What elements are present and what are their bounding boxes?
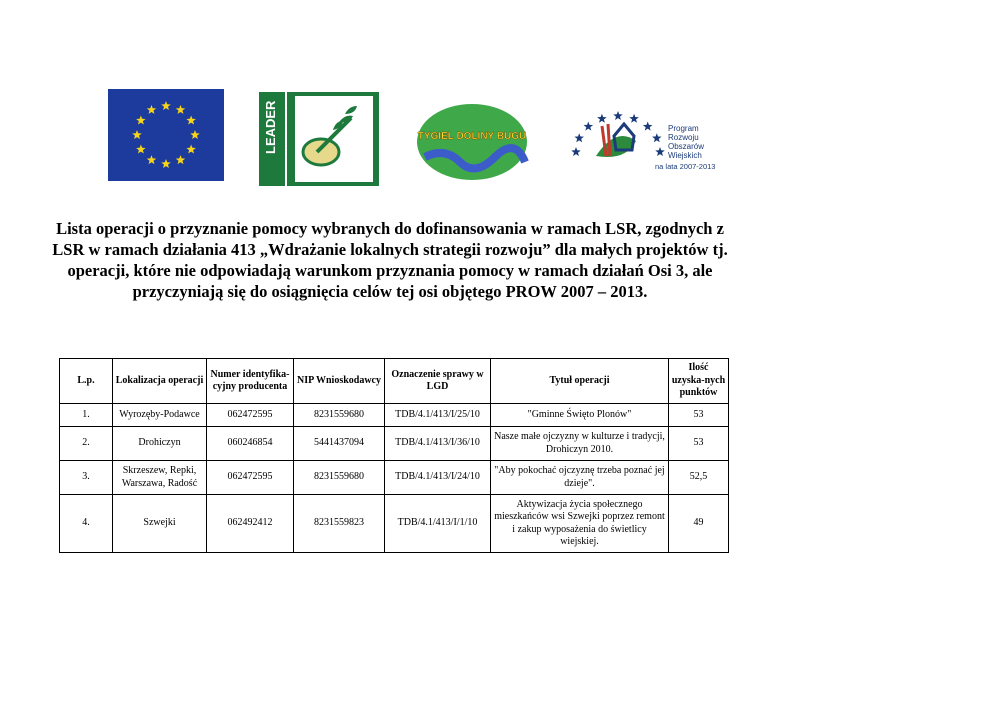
prow-star-icon [597, 114, 607, 123]
column-header: Tytuł operacji [491, 359, 669, 404]
table-cell: 8231559680 [294, 404, 385, 427]
table-cell: 5441437094 [294, 427, 385, 461]
eu-star-icon [147, 105, 157, 114]
prow-text: Program Rozwoju Obszarów Wiejskich [668, 124, 705, 160]
prow-star-icon [571, 147, 581, 156]
table-header-row [60, 359, 729, 404]
table-cell: Wyrozęby-Podawce [113, 404, 207, 427]
table-cell: 8231559680 [294, 461, 385, 495]
prow-star-icon [643, 122, 653, 131]
operations-table [59, 358, 729, 553]
eu-star-icon [161, 159, 171, 168]
eu-stars-icon [108, 89, 224, 181]
eu-star-icon [136, 116, 146, 125]
eu-star-icon [132, 130, 142, 139]
column-header: L.p. [60, 359, 113, 404]
column-header: Oznaczenie sprawy w LGD [385, 359, 491, 404]
table-cell: Aktywizacja życia społecznego mieszkańców wsi Szwejki poprzez remont i zakup wyposażenia do świetlicy wiejskiej. [491, 495, 669, 553]
prow-years: na lata 2007-2013 [655, 162, 716, 171]
eu-star-icon [147, 155, 157, 164]
prow-star-icon [574, 133, 584, 142]
leader-text: LEADER [263, 100, 278, 154]
table-cell: 2. [60, 427, 113, 461]
prow-star-icon [613, 111, 623, 120]
table-cell: Skrzeszew, Repki, Warszawa, Radość [113, 461, 207, 495]
eu-star-icon [190, 130, 200, 139]
table-cell: 062472595 [207, 461, 294, 495]
eu-flag-logo [108, 89, 224, 181]
eu-star-icon [136, 145, 146, 154]
column-header: NIP Wnioskodawcy [294, 359, 385, 404]
column-header: Ilość uzyska-nych punktów [669, 359, 729, 404]
table-cell: TDB/4.1/413/I/36/10 [385, 427, 491, 461]
tygiel-doliny-bugu-logo [415, 102, 530, 182]
table-row [60, 404, 729, 427]
table-cell: 53 [669, 404, 729, 427]
table-cell: 53 [669, 427, 729, 461]
table-cell: 062492412 [207, 495, 294, 553]
table-cell: TDB/4.1/413/I/1/10 [385, 495, 491, 553]
table-cell: "Gminne Święto Plonów" [491, 404, 669, 427]
table-row [60, 461, 729, 495]
prow-star-icon [655, 147, 665, 156]
table-cell: 52,5 [669, 461, 729, 495]
table-cell: 3. [60, 461, 113, 495]
eu-star-icon [176, 105, 186, 114]
prow-star-icon [629, 114, 639, 123]
table-cell: 1. [60, 404, 113, 427]
table-cell: TDB/4.1/413/I/25/10 [385, 404, 491, 427]
table-cell: Szwejki [113, 495, 207, 553]
tygiel-text: TYGIEL DOLINY BUGU [417, 131, 527, 142]
table-cell: TDB/4.1/413/I/24/10 [385, 461, 491, 495]
table-cell: "Aby pokochać ojczyznę trzeba poznać jej dzieje". [491, 461, 669, 495]
eu-star-icon [161, 101, 171, 110]
document-title: Lista operacji o przyznanie pomocy wybranych do dofinansowania w ramach LSR, zgodnych z LSR w ramach działania 413 „Wdrażanie lokalnych strategii rozwoju” dla małych projektów tj. operacji, które nie odpowiadają warunkom przyznania pomocy w ramach działań Osi 3, ale przyczyniają się do osiągnięcia celów tej osi objętego PROW 2007 – 2013. [52, 219, 728, 301]
prow-star-icon [584, 122, 594, 131]
prow-star-icon [652, 133, 662, 142]
table-cell: 8231559823 [294, 495, 385, 553]
prow-logo [566, 106, 716, 176]
table-cell: 4. [60, 495, 113, 553]
table-cell: 060246854 [207, 427, 294, 461]
column-header: Lokalizacja operacji [113, 359, 207, 404]
table-cell: 062472595 [207, 404, 294, 427]
table-row [60, 427, 729, 461]
eu-star-icon [186, 116, 196, 125]
table-cell: Nasze małe ojczyzny w kulturze i tradycji, Drohiczyn 2010. [491, 427, 669, 461]
eu-star-icon [186, 145, 196, 154]
column-header: Numer identyfika-cyjny producenta [207, 359, 294, 404]
table-row [60, 495, 729, 553]
table-cell: 49 [669, 495, 729, 553]
eu-star-icon [176, 155, 186, 164]
leader-logo [259, 92, 379, 186]
table-cell: Drohiczyn [113, 427, 207, 461]
